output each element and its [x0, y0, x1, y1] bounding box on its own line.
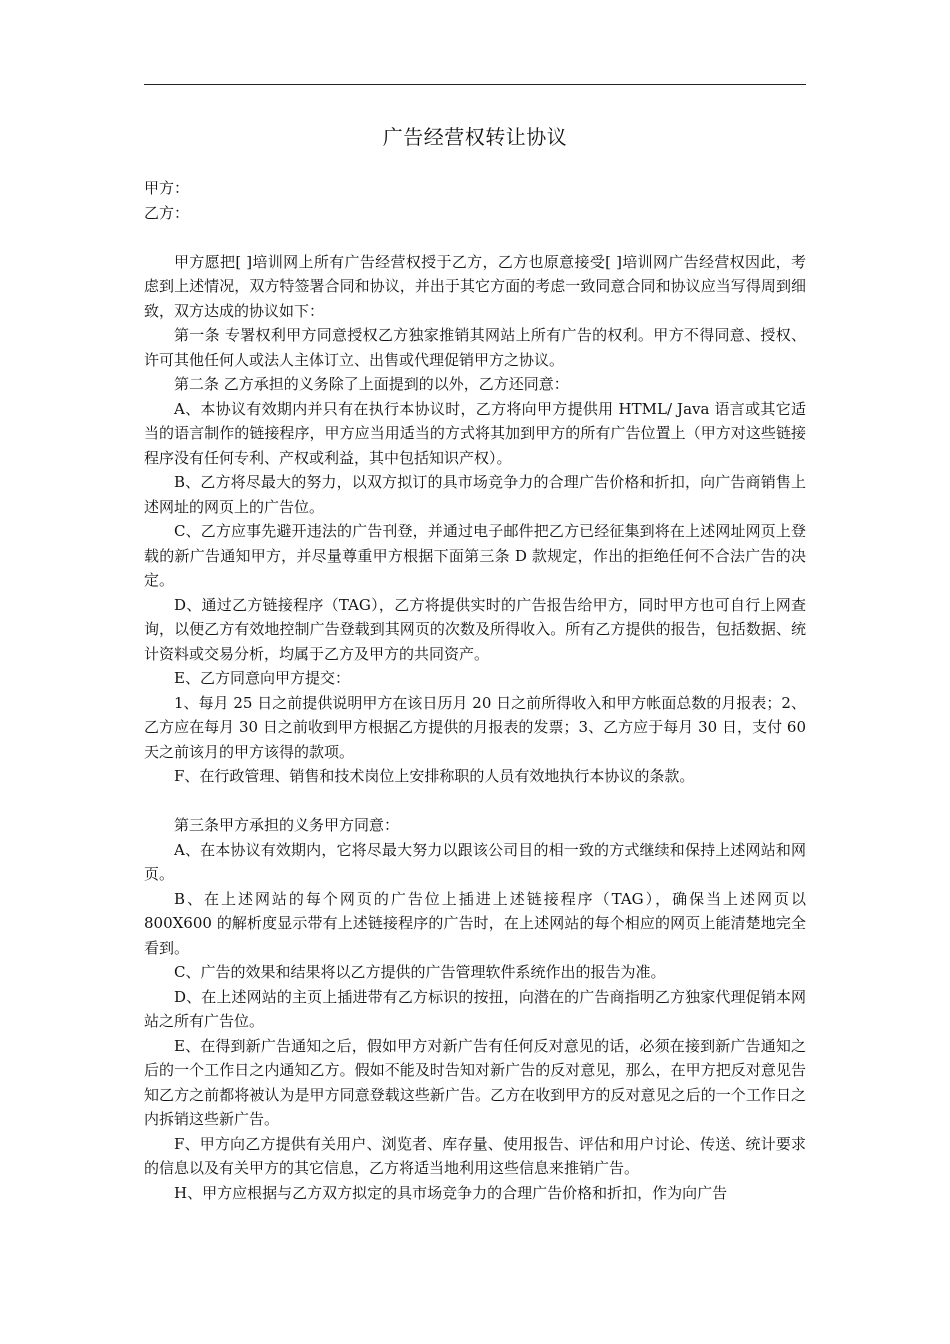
article-2-clause-e: E、乙方同意向甲方提交：	[174, 669, 350, 687]
preamble-paragraph: 甲方愿把[ ]培训网上所有广告经营权授于乙方，乙方也原意接受[ ]培训网广告经营权因此，考虑到上述情况，双方特签署合同和协议，并出于其它方面的考虑一致同意合同和协议应当写得周到细致，双方达成的协议如下：	[144, 252, 806, 320]
document-body	[144, 176, 806, 1205]
header-rule	[144, 84, 806, 85]
article-3-clause-c: C、广告的效果和结果将以乙方提供的广告管理软件系统作出的报告为准。	[174, 963, 666, 981]
article-3-clause-f: F、甲方向乙方提供有关用户、浏览者、库存量、使用报告、评估和用户讨论、传送、统计要求的信息以及有关甲方的其它信息，乙方将适当地利用这些信息来推销广告。	[144, 1134, 806, 1177]
article-3-clause-d: D、在上述网站的主页上插进带有乙方标识的按扭，向潜在的广告商指明乙方独家代理促销本网站之所有广告位。	[144, 987, 806, 1030]
article-3-clause-a: A、在本协议有效期内，它将尽最大努力以跟该公司目的相一致的方式继续和保持上述网站和网页。	[144, 840, 806, 883]
article-2-clause-f: F、在行政管理、销售和技术岗位上安排称职的人员有效地执行本协议的条款。	[174, 767, 695, 785]
party-b-line: 乙方：	[144, 203, 190, 222]
article-3-clause-h: H、甲方应根据与乙方双方拟定的具市场竞争力的合理广告价格和折扣，作为向广告	[174, 1183, 728, 1202]
article-2-clause-a: A、本协议有效期内并只有在执行本协议时，乙方将向甲方提供用 HTML/ Java 语言或其它适当的语言制作的链接程序，甲方应当用适当的方式将其加到甲方的所有广告位置上（甲方对这些链接程序没有任何专利、产权或利益，其中包括知识产权）。	[144, 399, 806, 467]
article-3-clause-b: B、在上述网站的每个网页的广告位上插进上述链接程序（TAG），确保当上述网页以 800X600 的解析度显示带有上述链接程序的广告时，在上述网站的每个相应的网页上能清楚地完全看到。	[144, 889, 806, 957]
article-2-clause-d: D、通过乙方链接程序（TAG），乙方将提供实时的广告报告给甲方，同时甲方也可自行上网查询，以便乙方有效地控制广告登载到其网页的次数及所得收入。所有乙方提供的报告，包括数据、统计资料或交易分析，均属于乙方及甲方的共同资产。	[144, 595, 806, 663]
article-3-heading: 第三条甲方承担的义务甲方同意：	[174, 816, 400, 834]
article-2-clause-e-items: 1、每月 25 日之前提供说明甲方在该日历月 20 日之前所得收入和甲方帐面总数的月报表；2、乙方应在每月 30 日之前收到甲方根据乙方提供的月报表的发票；3、乙方应于每月 30 日，支付 60 天之前该月的甲方该得的款项。	[144, 693, 806, 761]
document-title: 广告经营权转让协议	[382, 125, 568, 149]
article-1-paragraph: 第一条 专署权利甲方同意授权乙方独家推销其网站上所有广告的权利。甲方不得同意、授权、许可其他任何人或法人主体订立、出售或代理促销甲方之协议。	[144, 326, 806, 369]
blank-line	[144, 225, 806, 250]
party-a-line: 甲方：	[144, 179, 190, 197]
article-2-clause-c: C、乙方应事先避开违法的广告刊登，并通过电子邮件把乙方已经征集到将在上述网址网页上登载的新广告通知甲方，并尽量尊重甲方根据下面第三条 D 款规定，作出的拒绝任何不合法广告的决定。	[144, 522, 806, 589]
article-2-heading: 第二条 乙方承担的义务除了上面提到的以外，乙方还同意：	[174, 375, 569, 393]
blank-line	[144, 789, 806, 814]
article-3-clause-e: E、在得到新广告通知之后，假如甲方对新广告有任何反对意见的话，必须在接到新广告通知之后的一个工作日之内通知乙方。假如不能及时告知对新广告的反对意见，那么，在甲方把反对意见告知乙方之前都将被认为是甲方同意登载这些新广告。乙方在收到甲方的反对意见之后的一个工作日之内拆销这些新广告。	[144, 1036, 806, 1128]
article-2-clause-b: B、乙方将尽最大的努力，以双方拟订的具市场竞争力的合理广告价格和折扣，向广告商销售上述网址的网页上的广告位。	[144, 473, 806, 516]
